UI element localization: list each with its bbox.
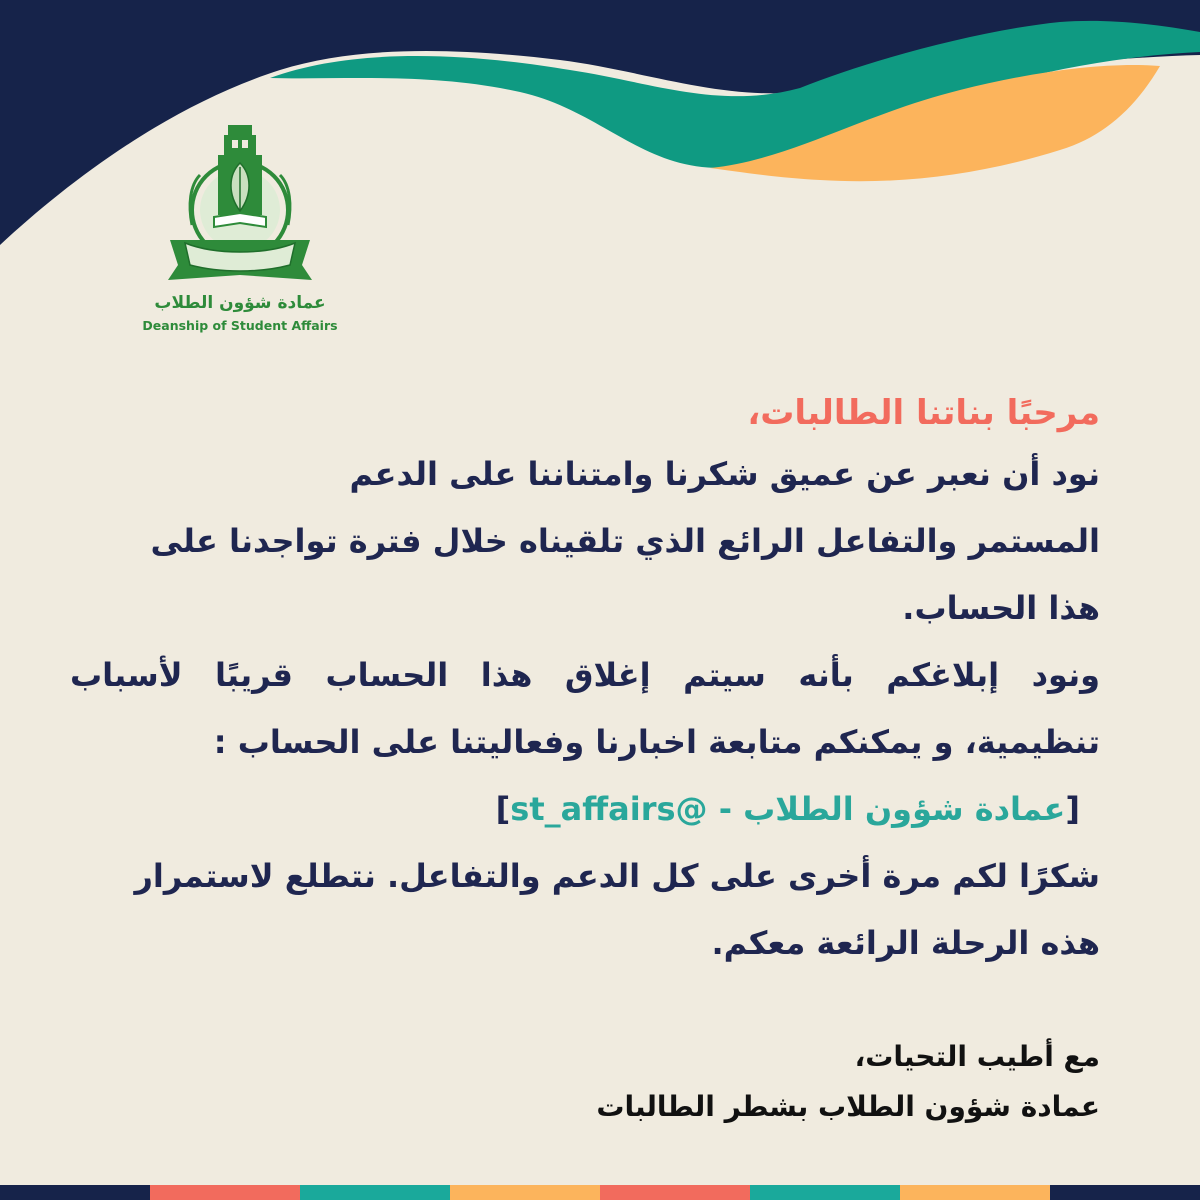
logo-english-name: Deanship of Student Affairs xyxy=(142,318,338,333)
bottom-color-stripes xyxy=(0,1185,1200,1200)
color-stripe xyxy=(600,1185,750,1200)
handle-text[interactable]: عمادة شؤون الطلاب - @st_affairs xyxy=(510,790,1066,828)
color-stripe xyxy=(0,1185,150,1200)
signature xyxy=(500,1032,1100,1132)
message-line: ونود إبلاغكم بأنه سيتم إغلاق هذا الحساب قريبًا لأسباب xyxy=(70,656,1100,694)
account-handle[interactable] xyxy=(70,776,1100,843)
color-stripe xyxy=(300,1185,450,1200)
message-body xyxy=(70,385,1100,977)
message-line: تنظيمية، و يمكنكم متابعة اخبارنا وفعاليتنا على الحساب : xyxy=(213,723,1100,761)
color-stripe xyxy=(750,1185,900,1200)
greeting: مرحبًا بناتنا الطالبات، xyxy=(747,393,1100,433)
logo-arabic-name: عمادة شؤون الطلاب xyxy=(154,293,326,313)
message-line: المستمر والتفاعل الرائع الذي تلقيناه خلال فترة تواجدنا على xyxy=(150,522,1100,560)
color-stripe xyxy=(1050,1185,1200,1200)
color-stripe xyxy=(450,1185,600,1200)
university-logo xyxy=(140,115,340,340)
university-emblem-icon xyxy=(140,115,340,295)
color-stripe xyxy=(150,1185,300,1200)
message-line: نود أن نعبر عن عميق شكرنا وامتناننا على الدعم xyxy=(349,455,1100,493)
thanks-line: هذه الرحلة الرائعة معكم. xyxy=(711,924,1100,962)
handle-bracket-open: [ xyxy=(1065,790,1080,828)
handle-bracket-close: ] xyxy=(495,790,511,828)
signature-sender: عمادة شؤون الطلاب بشطر الطالبات xyxy=(596,1090,1100,1123)
color-stripe xyxy=(900,1185,1050,1200)
message-line: هذا الحساب. xyxy=(902,589,1100,627)
signature-regards: مع أطيب التحيات، xyxy=(854,1040,1100,1073)
thanks-line: شكرًا لكم مرة أخرى على كل الدعم والتفاعل. نتطلع لاستمرار xyxy=(134,857,1100,895)
